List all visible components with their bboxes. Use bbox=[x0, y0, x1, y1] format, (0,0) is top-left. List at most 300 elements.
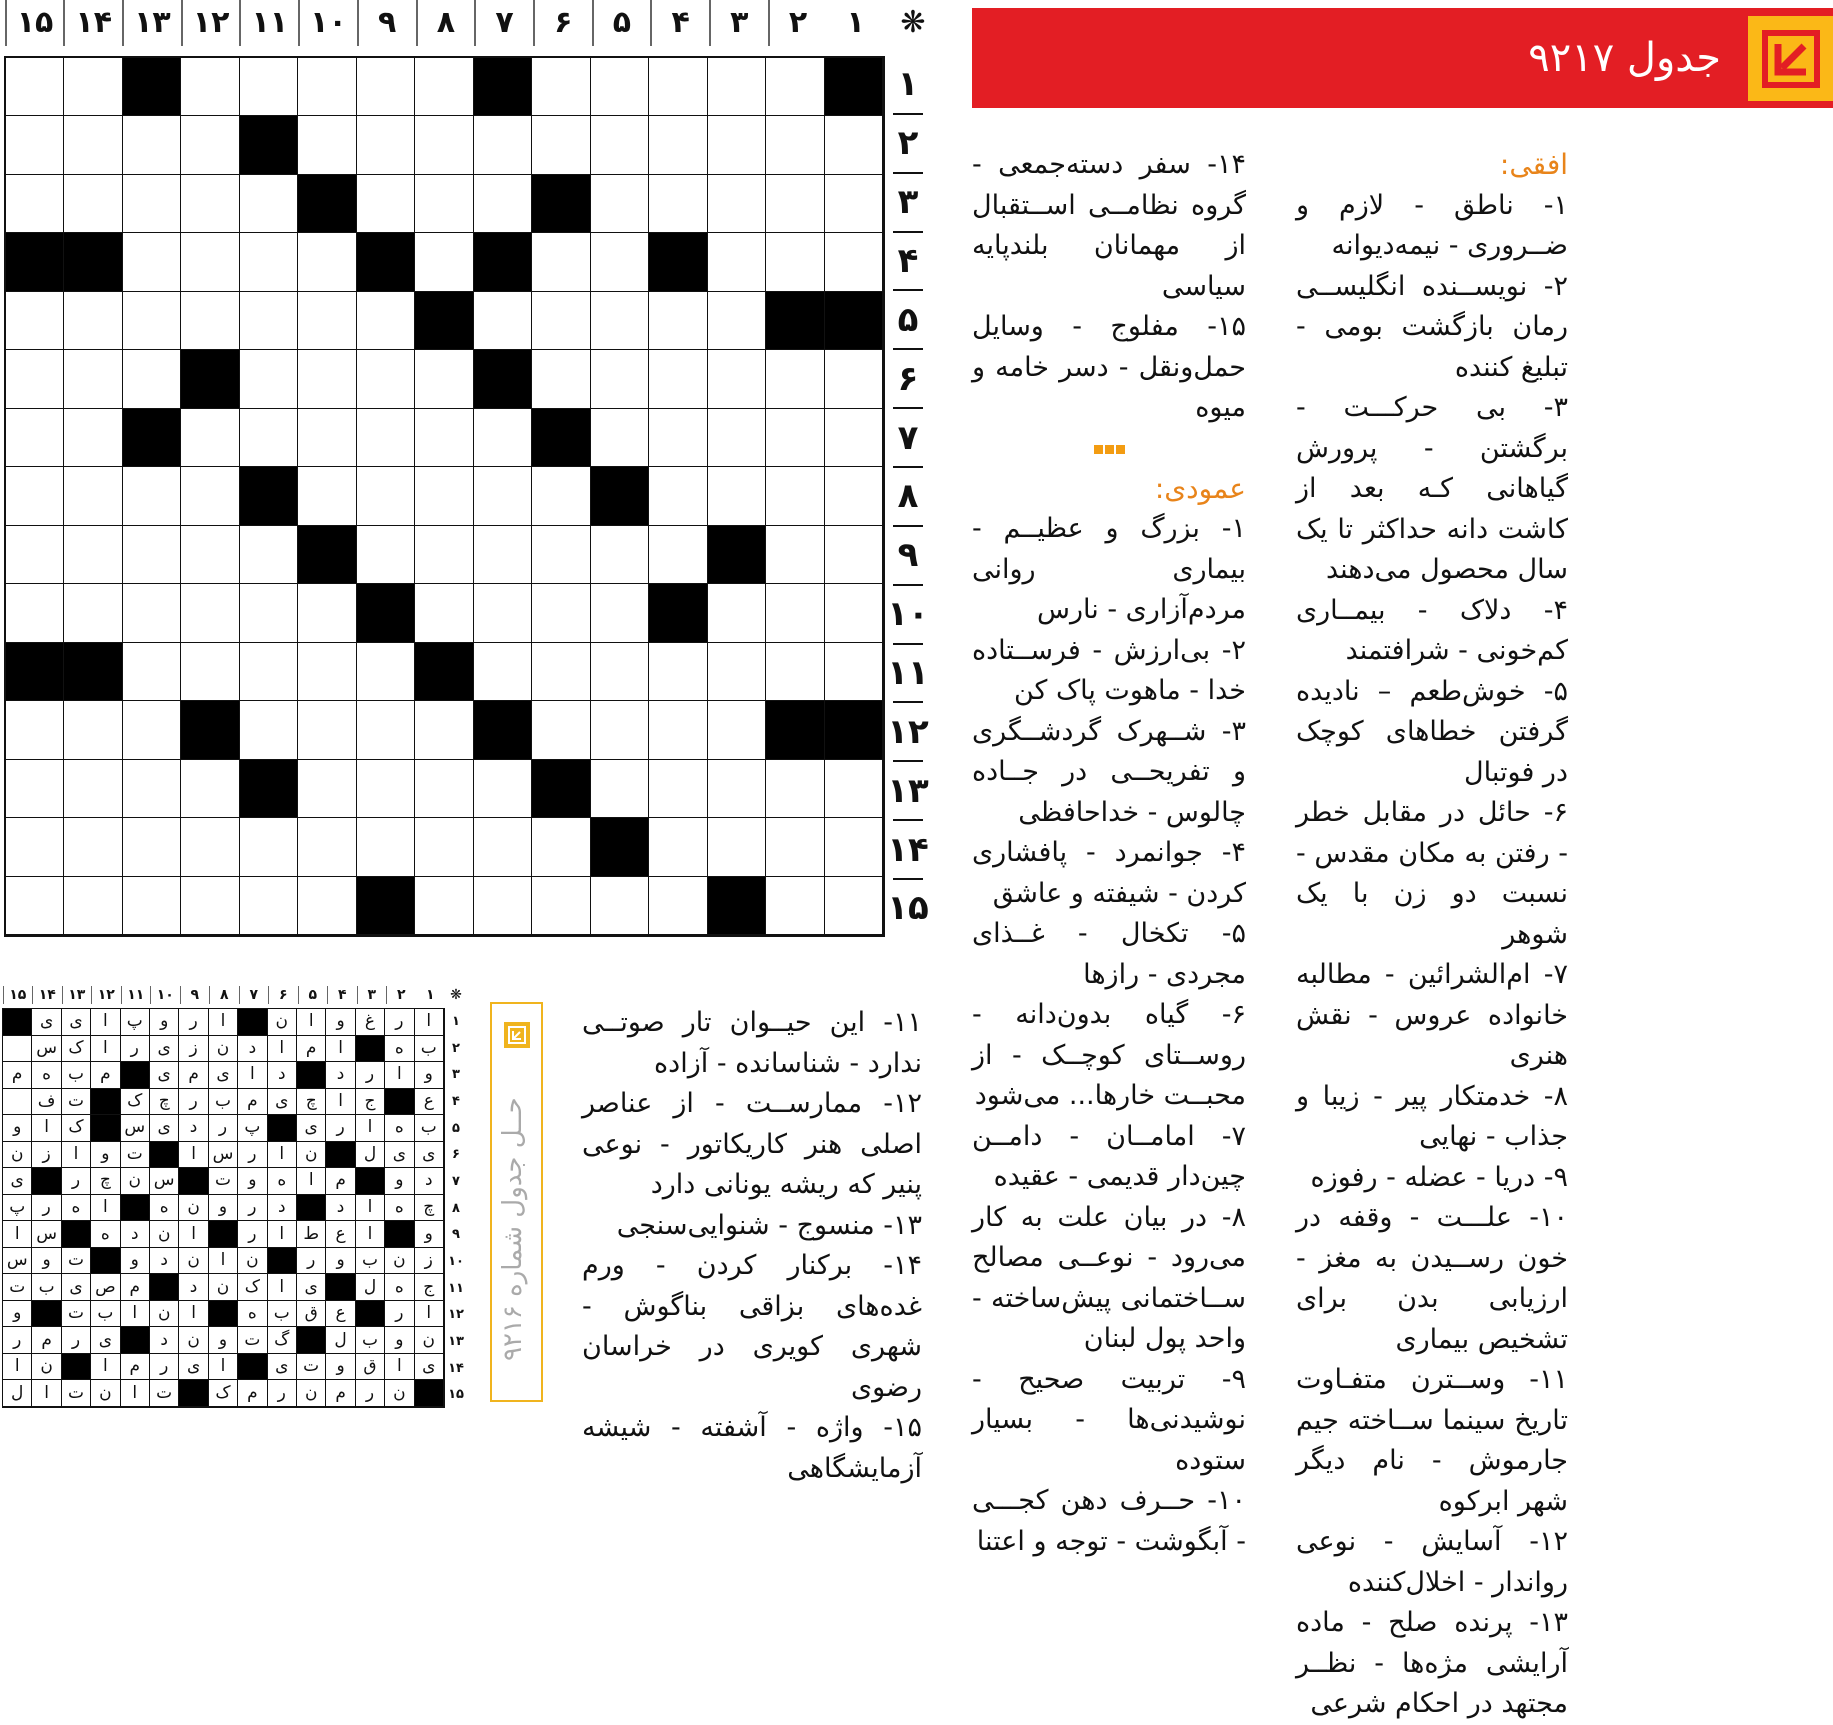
vertical-clue: ۶- گیاه بدون‌دانه - روســتای کوچــک - از محبــت خارها... می‌شود bbox=[972, 999, 1246, 1111]
solution-cell: ن bbox=[91, 1380, 120, 1407]
grid-cell[interactable] bbox=[708, 350, 766, 408]
grid-cell[interactable] bbox=[357, 350, 415, 408]
grid-cell[interactable] bbox=[298, 233, 356, 291]
vertical-clue: ۲- بی‌ارزش - فرســتاده خدا - ماهوت پاک کن bbox=[972, 634, 1246, 706]
solution-cell: ب bbox=[415, 1115, 444, 1142]
grid-cell[interactable] bbox=[825, 877, 883, 935]
grid-cell[interactable] bbox=[240, 877, 298, 935]
solution-cell: و bbox=[385, 1327, 414, 1354]
grid-cell[interactable] bbox=[64, 877, 122, 935]
grid-cell[interactable] bbox=[6, 175, 64, 233]
grid-cell[interactable] bbox=[123, 175, 181, 233]
separator-dots bbox=[972, 429, 1246, 469]
grid-cell[interactable] bbox=[240, 292, 298, 350]
grid-cell[interactable] bbox=[649, 292, 707, 350]
grid-cell[interactable] bbox=[181, 116, 239, 174]
grid-cell[interactable] bbox=[298, 467, 356, 525]
solution-cell: ا bbox=[238, 1062, 267, 1089]
grid-cell[interactable] bbox=[532, 584, 590, 642]
row-number: ۱۰ bbox=[893, 586, 923, 645]
grid-cell[interactable] bbox=[532, 467, 590, 525]
grid-cell[interactable] bbox=[181, 760, 239, 818]
grid-cell[interactable] bbox=[298, 350, 356, 408]
grid-cell[interactable] bbox=[64, 175, 122, 233]
grid-cell[interactable] bbox=[708, 292, 766, 350]
grid-cell[interactable] bbox=[181, 526, 239, 584]
grid-cell[interactable] bbox=[6, 877, 64, 935]
grid-cell[interactable] bbox=[708, 643, 766, 701]
solution-cell: ت bbox=[62, 1248, 91, 1275]
solution-cell: ی bbox=[209, 1062, 238, 1089]
grid-cell[interactable] bbox=[708, 701, 766, 759]
black-cell bbox=[64, 643, 122, 701]
grid-cell[interactable] bbox=[123, 818, 181, 876]
grid-cell[interactable] bbox=[591, 233, 649, 291]
grid-cell[interactable] bbox=[649, 526, 707, 584]
grid-cell[interactable] bbox=[532, 233, 590, 291]
grid-cell[interactable] bbox=[825, 760, 883, 818]
solution-column-number: ۴ bbox=[327, 986, 357, 1004]
grid-cell[interactable] bbox=[532, 643, 590, 701]
grid-cell[interactable] bbox=[357, 58, 415, 116]
grid-cell[interactable] bbox=[766, 818, 824, 876]
grid-cell[interactable] bbox=[708, 409, 766, 467]
grid-cell[interactable] bbox=[766, 877, 824, 935]
grid-cell[interactable] bbox=[474, 643, 532, 701]
grid-cell[interactable] bbox=[6, 584, 64, 642]
solution-cell: ی bbox=[91, 1327, 120, 1354]
grid-cell[interactable] bbox=[240, 175, 298, 233]
grid-cell[interactable] bbox=[649, 175, 707, 233]
solution-cell: ع bbox=[326, 1301, 355, 1328]
black-cell bbox=[357, 233, 415, 291]
grid-cell[interactable] bbox=[591, 643, 649, 701]
solution-black-cell bbox=[91, 1115, 120, 1142]
solution-cell: ا bbox=[268, 1221, 297, 1248]
grid-cell[interactable] bbox=[708, 760, 766, 818]
crossword-grid[interactable] bbox=[4, 56, 885, 937]
solution-cell: ا bbox=[356, 1115, 385, 1142]
grid-cell[interactable] bbox=[474, 175, 532, 233]
grid-cell[interactable] bbox=[298, 584, 356, 642]
clue-column-right bbox=[1296, 145, 1568, 1725]
column-number: ۸ bbox=[416, 0, 475, 46]
grid-cell[interactable] bbox=[591, 409, 649, 467]
solution-black-cell bbox=[209, 1221, 238, 1248]
grid-cell[interactable] bbox=[123, 292, 181, 350]
grid-cell[interactable] bbox=[298, 58, 356, 116]
solution-cell: ف bbox=[32, 1089, 61, 1116]
grid-cell[interactable] bbox=[532, 58, 590, 116]
solution-cell: م bbox=[238, 1089, 267, 1116]
solution-cell: ا bbox=[297, 1168, 326, 1195]
grid-cell[interactable] bbox=[415, 58, 473, 116]
grid-cell[interactable] bbox=[415, 350, 473, 408]
grid-cell[interactable] bbox=[181, 58, 239, 116]
solution-cell: ه bbox=[32, 1062, 61, 1089]
grid-cell[interactable] bbox=[240, 233, 298, 291]
grid-cell[interactable] bbox=[766, 467, 824, 525]
grid-cell[interactable] bbox=[649, 877, 707, 935]
solution-cell: ت bbox=[209, 1168, 238, 1195]
grid-cell[interactable] bbox=[825, 643, 883, 701]
grid-cell[interactable] bbox=[766, 526, 824, 584]
grid-cell[interactable] bbox=[766, 116, 824, 174]
solution-cell: ت bbox=[121, 1142, 150, 1169]
grid-cell[interactable] bbox=[123, 643, 181, 701]
grid-cell[interactable] bbox=[591, 760, 649, 818]
grid-cell[interactable] bbox=[591, 292, 649, 350]
grid-cell[interactable] bbox=[649, 760, 707, 818]
grid-cell[interactable] bbox=[532, 526, 590, 584]
solution-cell: ا bbox=[179, 1221, 208, 1248]
grid-cell[interactable] bbox=[181, 643, 239, 701]
solution-grid bbox=[2, 1008, 445, 1408]
grid-cell[interactable] bbox=[415, 760, 473, 818]
grid-cell[interactable] bbox=[240, 58, 298, 116]
solution-cell: ن bbox=[238, 1248, 267, 1275]
grid-cell[interactable] bbox=[181, 233, 239, 291]
grid-cell[interactable] bbox=[298, 409, 356, 467]
grid-cell[interactable] bbox=[474, 818, 532, 876]
black-cell bbox=[357, 877, 415, 935]
row-number: ۷ bbox=[893, 409, 923, 468]
grid-cell[interactable] bbox=[766, 175, 824, 233]
grid-cell[interactable] bbox=[766, 584, 824, 642]
grid-cell[interactable] bbox=[240, 526, 298, 584]
solution-cell: ع bbox=[326, 1221, 355, 1248]
grid-cell[interactable] bbox=[825, 233, 883, 291]
grid-cell[interactable] bbox=[708, 58, 766, 116]
grid-cell[interactable] bbox=[357, 175, 415, 233]
grid-cell[interactable] bbox=[357, 116, 415, 174]
grid-cell[interactable] bbox=[64, 58, 122, 116]
solution-cell: پ bbox=[121, 1009, 150, 1036]
grid-cell[interactable] bbox=[708, 233, 766, 291]
grid-cell[interactable] bbox=[825, 409, 883, 467]
grid-cell[interactable] bbox=[181, 818, 239, 876]
grid-cell[interactable] bbox=[123, 877, 181, 935]
solution-row-number: ۲ bbox=[452, 1040, 460, 1056]
horizontal-clue: ۶- حائل در مقابل خطر - رفتن به مکان مقدس - نسبت دو زن با یک شوهر bbox=[1296, 797, 1568, 950]
grid-cell[interactable] bbox=[415, 701, 473, 759]
solution-cell: ا bbox=[62, 1142, 91, 1169]
grid-cell[interactable] bbox=[649, 467, 707, 525]
grid-cell[interactable] bbox=[357, 467, 415, 525]
grid-cell[interactable] bbox=[181, 175, 239, 233]
grid-cell[interactable] bbox=[123, 233, 181, 291]
solution-cell: م bbox=[238, 1380, 267, 1407]
grid-cell[interactable] bbox=[6, 350, 64, 408]
solution-cell: ا bbox=[415, 1301, 444, 1328]
grid-cell[interactable] bbox=[123, 350, 181, 408]
grid-cell[interactable] bbox=[591, 350, 649, 408]
grid-cell[interactable] bbox=[181, 877, 239, 935]
solution-cell: ط bbox=[297, 1221, 326, 1248]
grid-cell[interactable] bbox=[181, 467, 239, 525]
grid-cell[interactable] bbox=[6, 409, 64, 467]
solution-cell: ز bbox=[179, 1036, 208, 1063]
grid-cell[interactable] bbox=[357, 643, 415, 701]
column-number: ۲ bbox=[768, 0, 827, 46]
grid-cell[interactable] bbox=[123, 116, 181, 174]
solution-cell: ا bbox=[3, 1354, 32, 1381]
solution-cell: ک bbox=[121, 1089, 150, 1116]
grid-cell[interactable] bbox=[415, 526, 473, 584]
grid-cell[interactable] bbox=[64, 292, 122, 350]
solution-cell: ج bbox=[415, 1274, 444, 1301]
grid-cell[interactable] bbox=[64, 818, 122, 876]
grid-cell[interactable] bbox=[649, 58, 707, 116]
row-number: ۶ bbox=[893, 350, 923, 409]
solution-cell: ز bbox=[32, 1142, 61, 1169]
solution-cell: گ bbox=[268, 1327, 297, 1354]
grid-cell[interactable] bbox=[532, 877, 590, 935]
grid-cell[interactable] bbox=[708, 818, 766, 876]
solution-cell: ا bbox=[356, 1195, 385, 1222]
horizontal-clue: ۱۳- پرنده صلح - ماده آرایشی مژه‌ها - نظــر مجتهد در احکام شرعی bbox=[1296, 1607, 1568, 1719]
solution-cell: ر bbox=[32, 1195, 61, 1222]
solution-cell: د bbox=[179, 1115, 208, 1142]
grid-cell[interactable] bbox=[766, 233, 824, 291]
grid-cell[interactable] bbox=[357, 526, 415, 584]
solution-cell: ق bbox=[297, 1301, 326, 1328]
grid-cell[interactable] bbox=[532, 292, 590, 350]
grid-cell[interactable] bbox=[298, 292, 356, 350]
grid-cell[interactable] bbox=[708, 584, 766, 642]
grid-cell[interactable] bbox=[64, 350, 122, 408]
solution-cell: و bbox=[326, 1354, 355, 1381]
grid-cell[interactable] bbox=[240, 350, 298, 408]
solution-cell: د bbox=[268, 1062, 297, 1089]
solution-black-cell bbox=[385, 1089, 414, 1116]
grid-cell[interactable] bbox=[240, 584, 298, 642]
row-number: ۱ bbox=[893, 56, 923, 115]
solution-cell: و bbox=[326, 1009, 355, 1036]
grid-cell[interactable] bbox=[415, 409, 473, 467]
grid-cell[interactable] bbox=[708, 175, 766, 233]
grid-cell[interactable] bbox=[825, 350, 883, 408]
grid-cell[interactable] bbox=[415, 233, 473, 291]
grid-cell[interactable] bbox=[64, 526, 122, 584]
column-number: ۳ bbox=[709, 0, 768, 46]
horizontal-clue: ۱- ناطق - لازم و ضــروری - نیمه‌دیوانه bbox=[1296, 189, 1568, 261]
grid-cell[interactable] bbox=[6, 526, 64, 584]
solution-row-number: ۹ bbox=[452, 1227, 460, 1243]
grid-cell[interactable] bbox=[64, 409, 122, 467]
solution-row-number: ۱ bbox=[452, 1013, 460, 1029]
grid-cell[interactable] bbox=[766, 409, 824, 467]
grid-cell[interactable] bbox=[649, 350, 707, 408]
grid-cell[interactable] bbox=[6, 116, 64, 174]
grid-cell[interactable] bbox=[415, 818, 473, 876]
row-number: ۲ bbox=[893, 115, 923, 174]
grid-cell[interactable] bbox=[64, 760, 122, 818]
grid-cell[interactable] bbox=[64, 701, 122, 759]
solution-cell: ک bbox=[238, 1274, 267, 1301]
column-number: ۱۵ bbox=[5, 0, 64, 46]
solution-cell: ر bbox=[121, 1036, 150, 1063]
grid-cell[interactable] bbox=[415, 175, 473, 233]
grid-cell[interactable] bbox=[708, 116, 766, 174]
grid-cell[interactable] bbox=[123, 526, 181, 584]
grid-cell[interactable] bbox=[357, 701, 415, 759]
vertical-clue: ۱۲- ممارســت - از عناصر اصلی هنر کاریکاتور - نوعی پنیر که ریشه یونانی دارد bbox=[582, 1088, 922, 1200]
grid-cell[interactable] bbox=[181, 584, 239, 642]
grid-cell[interactable] bbox=[64, 116, 122, 174]
grid-cell[interactable] bbox=[591, 877, 649, 935]
grid-cell[interactable] bbox=[298, 116, 356, 174]
grid-cell[interactable] bbox=[6, 760, 64, 818]
solution-cell: ی bbox=[150, 1036, 179, 1063]
solution-row-numbers bbox=[448, 1008, 464, 1408]
grid-cell[interactable] bbox=[6, 292, 64, 350]
grid-cell[interactable] bbox=[123, 701, 181, 759]
horizontal-clue: ۷- ام‌الشرائین - مطالبه خانواده عروس - نقش هنری bbox=[1296, 959, 1568, 1071]
solution-title: حــل جدول شماره ۹۲۱۶ bbox=[498, 1097, 528, 1361]
grid-cell[interactable] bbox=[474, 877, 532, 935]
grid-cell[interactable] bbox=[181, 409, 239, 467]
grid-cell[interactable] bbox=[825, 584, 883, 642]
solution-black-cell bbox=[179, 1168, 208, 1195]
grid-cell[interactable] bbox=[532, 116, 590, 174]
grid-cell[interactable] bbox=[532, 701, 590, 759]
grid-cell[interactable] bbox=[649, 818, 707, 876]
grid-cell[interactable] bbox=[591, 58, 649, 116]
grid-cell[interactable] bbox=[591, 701, 649, 759]
grid-cell[interactable] bbox=[825, 116, 883, 174]
grid-cell[interactable] bbox=[6, 701, 64, 759]
grid-cell[interactable] bbox=[6, 467, 64, 525]
grid-cell[interactable] bbox=[825, 467, 883, 525]
grid-cell[interactable] bbox=[766, 58, 824, 116]
grid-cell[interactable] bbox=[532, 818, 590, 876]
grid-cell[interactable] bbox=[649, 701, 707, 759]
black-cell bbox=[240, 760, 298, 818]
grid-cell[interactable] bbox=[474, 760, 532, 818]
black-cell bbox=[532, 760, 590, 818]
solution-cell: ا bbox=[209, 1009, 238, 1036]
grid-cell[interactable] bbox=[357, 409, 415, 467]
grid-cell[interactable] bbox=[415, 584, 473, 642]
vertical-clue: ۱۱- این حیــوان تار صوتــی ندارد - شناسانده - آزاده bbox=[582, 1007, 922, 1079]
grid-cell[interactable] bbox=[591, 175, 649, 233]
grid-cell[interactable] bbox=[532, 350, 590, 408]
solution-cell: ب bbox=[356, 1327, 385, 1354]
solution-row-number: ۴ bbox=[452, 1093, 460, 1109]
grid-cell[interactable] bbox=[766, 643, 824, 701]
grid-cell[interactable] bbox=[298, 877, 356, 935]
solution-cell: ی bbox=[150, 1115, 179, 1142]
solution-cell: ی bbox=[62, 1274, 91, 1301]
grid-cell[interactable] bbox=[415, 116, 473, 174]
grid-cell[interactable] bbox=[766, 350, 824, 408]
grid-cell[interactable] bbox=[649, 643, 707, 701]
solution-cell: ر bbox=[62, 1327, 91, 1354]
grid-cell[interactable] bbox=[298, 643, 356, 701]
solution-column-number: ۵ bbox=[298, 986, 328, 1004]
solution-cell: ا bbox=[415, 1009, 444, 1036]
grid-cell[interactable] bbox=[474, 116, 532, 174]
grid-cell[interactable] bbox=[357, 818, 415, 876]
grid-cell[interactable] bbox=[298, 701, 356, 759]
grid-cell[interactable] bbox=[649, 409, 707, 467]
grid-cell[interactable] bbox=[6, 58, 64, 116]
grid-cell[interactable] bbox=[825, 526, 883, 584]
vertical-clue: ۵- تکخال - غــذای مجردی - رازها bbox=[972, 918, 1246, 990]
grid-cell[interactable] bbox=[825, 175, 883, 233]
grid-cell[interactable] bbox=[474, 409, 532, 467]
vertical-clue: ۱۵- واژه - آشفته - شیشه آزمایشگاهی bbox=[582, 1412, 922, 1484]
grid-cell[interactable] bbox=[123, 760, 181, 818]
grid-cell[interactable] bbox=[708, 467, 766, 525]
solution-cell: ی bbox=[297, 1274, 326, 1301]
solution-cell: و bbox=[3, 1115, 32, 1142]
grid-cell[interactable] bbox=[6, 818, 64, 876]
solution-row-number: ۱۲ bbox=[448, 1307, 464, 1323]
solution-cell: ر bbox=[326, 1115, 355, 1142]
horizontal-clue: ۸- خدمتکار پیر - زیبا و جذاب - نهایی bbox=[1296, 1080, 1568, 1152]
solution-cell: و bbox=[150, 1009, 179, 1036]
grid-cell[interactable] bbox=[123, 584, 181, 642]
grid-cell[interactable] bbox=[415, 467, 473, 525]
solution-cell: ن bbox=[385, 1380, 414, 1407]
grid-cell[interactable] bbox=[240, 701, 298, 759]
solution-black-cell bbox=[297, 1195, 326, 1222]
grid-cell[interactable] bbox=[64, 467, 122, 525]
grid-cell[interactable] bbox=[181, 292, 239, 350]
grid-cell[interactable] bbox=[591, 116, 649, 174]
row-number: ۱۵ bbox=[887, 888, 929, 929]
solution-black-cell bbox=[179, 1380, 208, 1407]
grid-cell[interactable] bbox=[357, 292, 415, 350]
solution-black-cell bbox=[62, 1221, 91, 1248]
grid-cell[interactable] bbox=[357, 760, 415, 818]
solution-cell: چ bbox=[91, 1168, 120, 1195]
grid-cell[interactable] bbox=[474, 292, 532, 350]
horizontal-clue: ۱۰- علـــت - وقفه در خون رســیدن به مغز - ارزیابی بدن برای تشخیص بیماری bbox=[1296, 1202, 1568, 1355]
solution-cell: ت bbox=[3, 1274, 32, 1301]
grid-cell[interactable] bbox=[474, 526, 532, 584]
grid-cell[interactable] bbox=[825, 818, 883, 876]
grid-cell[interactable] bbox=[766, 760, 824, 818]
grid-cell[interactable] bbox=[240, 409, 298, 467]
solution-cell: ی bbox=[268, 1089, 297, 1116]
solution-cell: ر bbox=[356, 1062, 385, 1089]
vertical-clue: ۱۳- منسوج - شنوایی‌سنجی bbox=[616, 1209, 922, 1241]
solution-cell: ا bbox=[179, 1142, 208, 1169]
solution-black-cell bbox=[238, 1009, 267, 1036]
grid-cell[interactable] bbox=[591, 526, 649, 584]
solution-cell: ن bbox=[3, 1142, 32, 1169]
grid-cell[interactable] bbox=[240, 643, 298, 701]
solution-black-cell bbox=[356, 1036, 385, 1063]
grid-cell[interactable] bbox=[415, 877, 473, 935]
grid-cell[interactable] bbox=[474, 467, 532, 525]
grid-cell[interactable] bbox=[298, 760, 356, 818]
horizontal-clue: ۹- دریا - عضله - رفوزه bbox=[1310, 1161, 1568, 1193]
grid-cell[interactable] bbox=[649, 116, 707, 174]
grid-cell[interactable] bbox=[240, 818, 298, 876]
grid-cell[interactable] bbox=[64, 584, 122, 642]
grid-cell[interactable] bbox=[123, 467, 181, 525]
grid-cell[interactable] bbox=[591, 584, 649, 642]
solution-cell: د bbox=[150, 1248, 179, 1275]
grid-cell[interactable] bbox=[298, 818, 356, 876]
grid-cell[interactable] bbox=[474, 584, 532, 642]
black-cell bbox=[6, 233, 64, 291]
solution-cell: ی bbox=[3, 1168, 32, 1195]
